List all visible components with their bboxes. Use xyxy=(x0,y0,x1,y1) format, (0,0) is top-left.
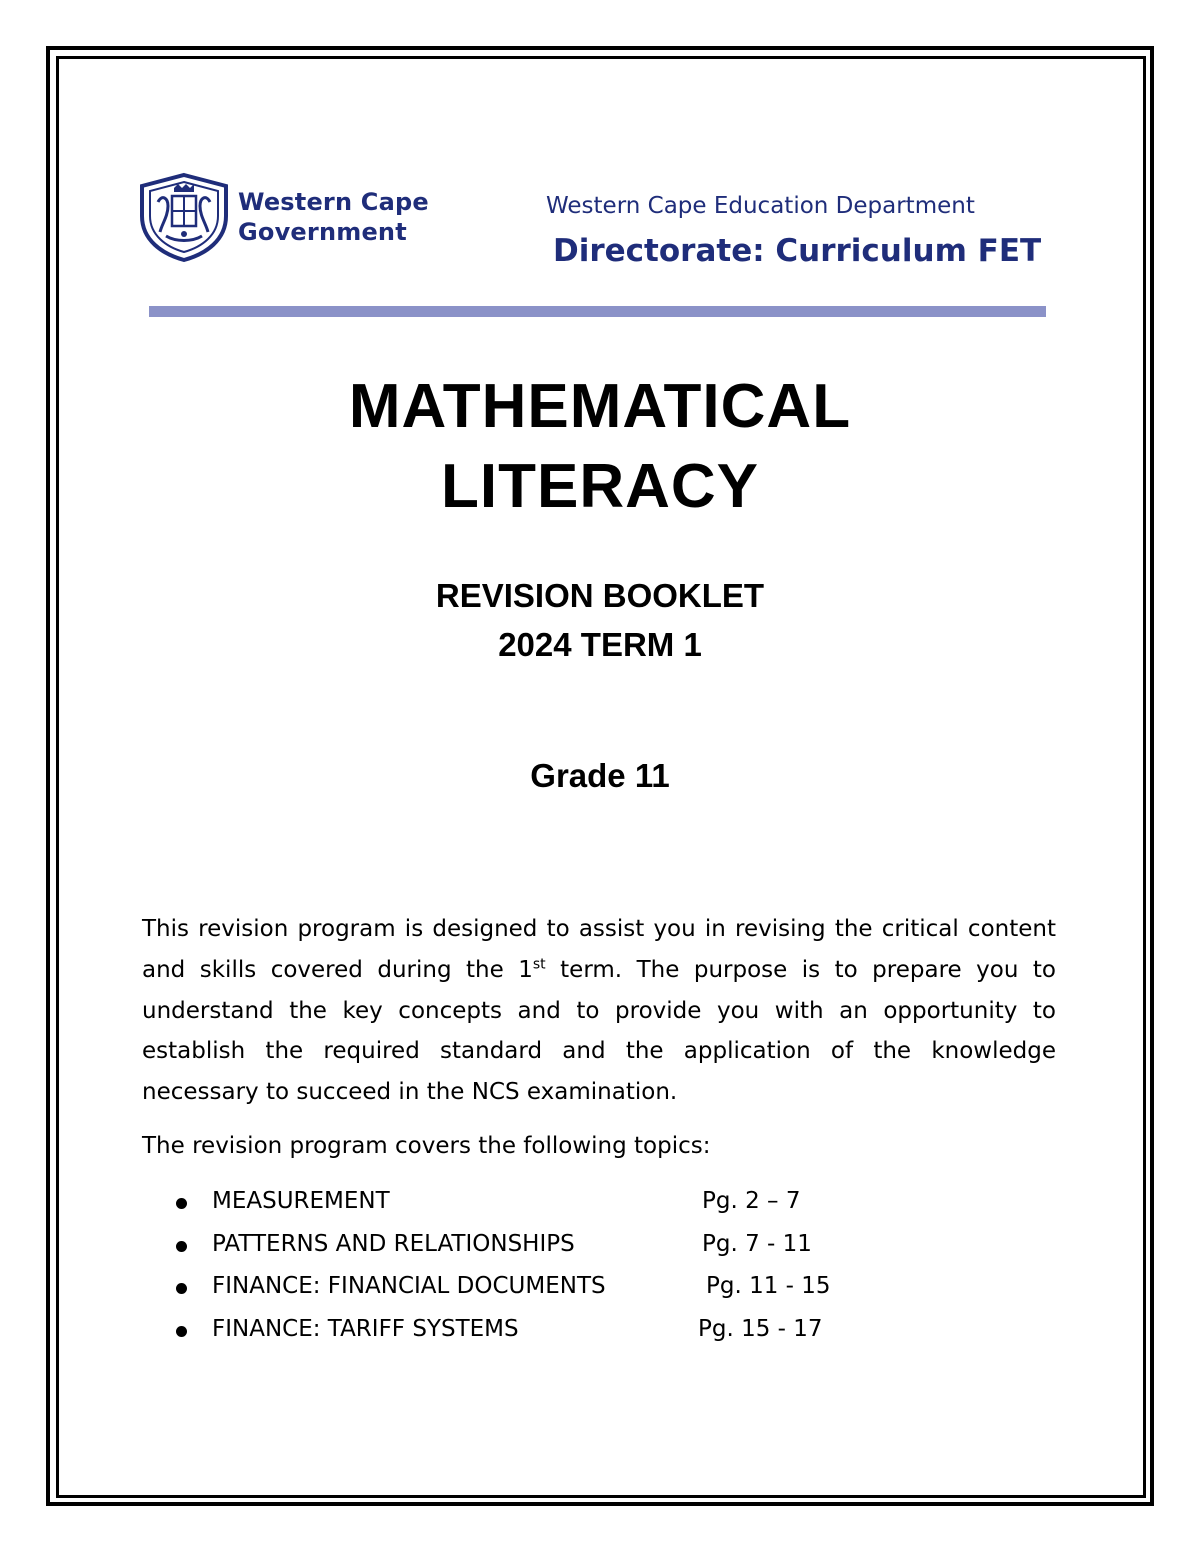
intro-text-part-2: term. The purpose is to prepare you to understand the key concepts and to provide you with an opportunity to establish the required standard and the application of the knowledge necessary to succeed in the NCS examination. xyxy=(142,956,1056,1106)
western-cape-government-logo xyxy=(136,172,466,262)
title-line-1: MATHEMATICAL xyxy=(348,372,852,441)
directorate-name: Directorate: Curriculum FET xyxy=(553,233,1042,269)
bullet-icon xyxy=(176,1283,187,1294)
list-item xyxy=(0,1273,1200,1316)
topics-intro: The revision program covers the following topics: xyxy=(142,1133,711,1159)
title-line-2: LITERACY xyxy=(441,452,759,521)
topic-pages: Pg. 11 - 15 xyxy=(706,1273,831,1299)
grade-label: Grade 11 xyxy=(530,757,670,794)
intro-paragraph xyxy=(142,909,1056,1113)
logo-text-line-2: Government xyxy=(238,218,407,246)
term-label: 2024 TERM 1 xyxy=(498,626,702,663)
bullet-icon xyxy=(176,1198,187,1209)
topic-label: MEASUREMENT xyxy=(212,1188,390,1214)
topic-pages: Pg. 7 - 11 xyxy=(702,1230,812,1257)
topic-pages: Pg. 2 – 7 xyxy=(702,1188,801,1214)
intro-text-part-1: This revision program is designed to assist you in revising the critical content and skills covered during the 1 xyxy=(142,916,1056,983)
topics-list xyxy=(0,1188,1200,1358)
header-divider xyxy=(149,306,1046,317)
bullet-icon xyxy=(176,1326,187,1337)
list-item xyxy=(0,1188,1200,1231)
list-item xyxy=(0,1231,1200,1274)
logo-text-line-1: Western Cape xyxy=(238,188,429,216)
topic-label: FINANCE: FINANCIAL DOCUMENTS xyxy=(212,1273,606,1299)
topic-pages: Pg. 15 - 17 xyxy=(698,1315,823,1342)
list-item xyxy=(0,1316,1200,1359)
intro-superscript: st xyxy=(532,956,546,973)
department-name: Western Cape Education Department xyxy=(546,193,975,219)
bullet-icon xyxy=(176,1241,187,1252)
booklet-label: REVISION BOOKLET xyxy=(435,577,765,614)
coat-of-arms-icon xyxy=(136,172,232,262)
topic-label: PATTERNS AND RELATIONSHIPS xyxy=(212,1230,575,1257)
topic-label: FINANCE: TARIFF SYSTEMS xyxy=(212,1315,519,1342)
